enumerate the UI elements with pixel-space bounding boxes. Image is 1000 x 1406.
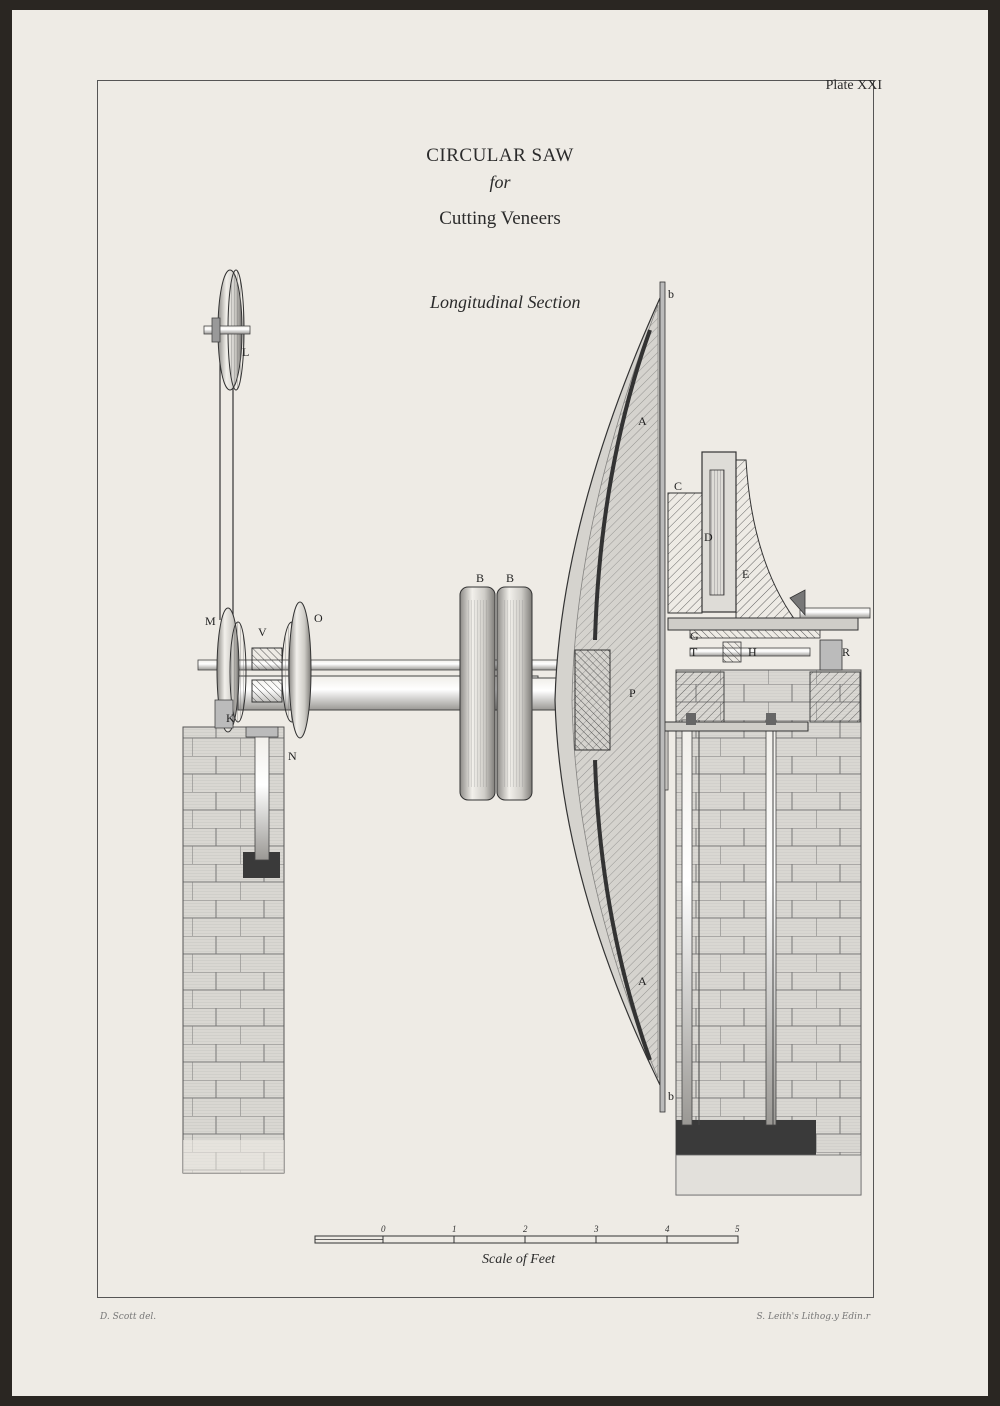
label-P: P [629,686,636,700]
label-V: V [258,625,267,639]
label-G: G [690,629,699,643]
label-A-top: A [638,414,647,428]
scale-tick-4: 4 [665,1224,670,1234]
label-H: H [748,645,757,659]
label-N: N [288,749,297,763]
pulley-L [204,270,250,620]
label-C: C [674,479,683,493]
label-b-bottom: b [668,1089,674,1103]
scale-tick-0: 0 [381,1224,386,1234]
title-line-3: Cutting Veneers [439,208,561,229]
label-O: O [314,611,323,625]
label-E: E [742,567,750,581]
label-R: R [842,645,851,659]
saw-disc-A [555,282,665,1112]
title-line-1: CIRCULAR SAW [426,145,574,166]
scale-tick-3: 3 [594,1224,599,1234]
label-K: K [226,711,235,725]
label-A-bottom: A [638,974,647,988]
scale-tick-1: 1 [452,1224,457,1234]
label-D: D [704,530,713,544]
scale-tick-5: 5 [735,1224,740,1234]
scale-bar [315,1224,740,1243]
label-B-right: B [506,571,515,585]
credit-left: D. Scott del. [100,1312,157,1322]
view-caption: Longitudinal Section [430,292,581,312]
scale-caption: Scale of Feet [482,1252,556,1267]
plate-number: Plate XXI [825,78,882,93]
left-pier [183,727,284,1173]
label-T: T [690,645,698,659]
label-B-left: B [476,571,485,585]
credit-right: S. Leith's Lithog.y Edin.r [756,1312,870,1322]
label-L: L [242,345,250,359]
label-b-top: b [668,287,674,301]
label-M: M [205,614,216,628]
title-line-2: for [489,172,511,192]
scale-tick-2: 2 [523,1224,528,1234]
